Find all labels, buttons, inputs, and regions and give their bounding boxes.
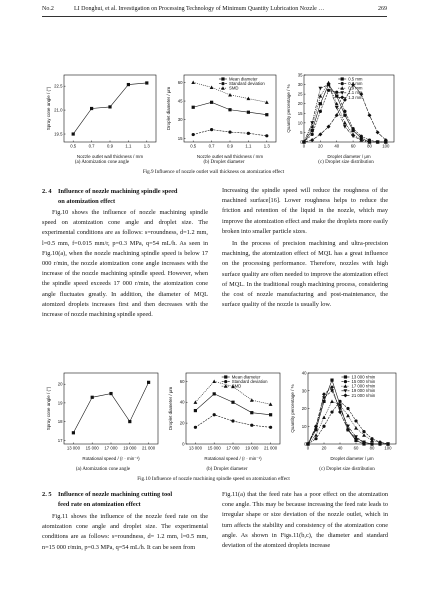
y-axis-label: Spray cone angle / (°) bbox=[46, 386, 51, 431]
x-tick-label: 1.3 bbox=[263, 143, 270, 149]
series-line bbox=[308, 391, 388, 444]
y-tick-label: 30 bbox=[177, 117, 183, 123]
x-tick-label: 0.5 bbox=[70, 143, 77, 149]
y-axis-label: Droplet diameter / μm bbox=[166, 86, 171, 131]
legend-label: 0.7 mm bbox=[348, 81, 363, 86]
data-point bbox=[338, 410, 342, 414]
x-tick-label: 40 bbox=[337, 445, 343, 451]
y-axis-label: Quantity percentage / % bbox=[290, 384, 295, 433]
data-point bbox=[327, 89, 330, 92]
data-point bbox=[319, 110, 322, 113]
series-line bbox=[304, 85, 386, 142]
y-tick-label: 15 bbox=[177, 135, 183, 141]
y-tick-label: 60 bbox=[179, 378, 185, 384]
data-point bbox=[128, 420, 131, 423]
y-tick-label: 19 bbox=[57, 400, 63, 406]
data-point bbox=[147, 381, 150, 384]
x-tick-label: 0 bbox=[302, 143, 306, 149]
plot-frame bbox=[64, 373, 158, 444]
right-column-text-1 bbox=[222, 186, 388, 310]
fig9-caption: Fig.9 Influence of nozzle outlet wall thickness on atomization effect bbox=[142, 169, 285, 175]
x-tick-label: 17 000 bbox=[104, 445, 118, 451]
data-point bbox=[247, 132, 250, 135]
data-point bbox=[311, 133, 314, 136]
x-axis-label: Rotational speed / (r · min⁻¹) bbox=[82, 456, 140, 461]
data-point bbox=[212, 379, 216, 383]
fig10-subcaption-a: (a) Atomization cone angle bbox=[75, 467, 131, 472]
x-tick-label: 21 000 bbox=[142, 445, 156, 451]
data-point bbox=[194, 400, 198, 404]
series-line bbox=[304, 85, 386, 142]
legend-label: 21 000 r/min bbox=[351, 392, 376, 398]
data-point bbox=[330, 410, 333, 413]
legend-marker bbox=[344, 375, 347, 378]
data-point bbox=[228, 93, 232, 97]
x-tick-label: 17 000 bbox=[226, 445, 240, 451]
y-axis-label: Droplet diameter / μm bbox=[168, 386, 173, 431]
x-tick-label: 80 bbox=[369, 445, 375, 451]
right-column-text-2 bbox=[222, 490, 388, 551]
data-point bbox=[210, 101, 213, 104]
running-header bbox=[42, 4, 387, 16]
page-number: 269 bbox=[378, 6, 387, 12]
x-tick-label: 19 000 bbox=[245, 445, 259, 451]
fig10a-chart bbox=[40, 368, 162, 464]
data-point bbox=[343, 110, 346, 113]
data-point bbox=[351, 127, 354, 130]
legend-label: 1.1 mm bbox=[348, 90, 363, 96]
x-tick-label: 100 bbox=[382, 143, 390, 149]
y-tick-label: 15 bbox=[297, 110, 303, 116]
legend-label: Mean diameter bbox=[231, 374, 261, 380]
series-line bbox=[73, 382, 148, 432]
data-point bbox=[335, 106, 339, 110]
data-point bbox=[265, 134, 268, 137]
x-tick-label: 15 000 bbox=[207, 445, 221, 451]
left-column-text-1 bbox=[42, 208, 208, 320]
y-tick-label: 20 bbox=[297, 101, 303, 107]
data-point bbox=[213, 413, 216, 416]
legend-marker bbox=[344, 380, 347, 383]
data-point bbox=[250, 411, 253, 414]
data-point bbox=[314, 433, 318, 437]
fig9b-chart bbox=[160, 70, 280, 162]
data-point bbox=[310, 138, 314, 142]
y-tick-label: 25 bbox=[297, 91, 303, 97]
data-point bbox=[194, 409, 197, 412]
y-tick-label: 10 bbox=[297, 120, 303, 126]
data-point bbox=[265, 113, 268, 116]
x-tick-label: 100 bbox=[384, 445, 392, 451]
legend-label: SMD bbox=[231, 383, 242, 389]
y-axis-label: Quantity percentage / % bbox=[286, 84, 291, 133]
series-line bbox=[195, 394, 270, 415]
y-tick-label: 40 bbox=[179, 399, 185, 405]
legend-label: Standard deviation bbox=[228, 81, 265, 86]
fig10-subcaption-b: (b) Droplet diameter bbox=[206, 467, 248, 472]
section-2-5-heading bbox=[42, 490, 212, 510]
data-point bbox=[191, 81, 195, 85]
y-tick-label: 20 bbox=[179, 420, 185, 426]
x-tick-label: 0.9 bbox=[107, 143, 113, 149]
y-tick-label: 35 bbox=[297, 72, 303, 78]
legend-marker bbox=[224, 380, 227, 383]
legend-label: 0.5 mm bbox=[348, 76, 363, 82]
section-title-line1: Influence of nozzle machining spindle speed bbox=[58, 188, 178, 195]
data-point bbox=[250, 424, 253, 427]
data-point bbox=[351, 135, 355, 139]
y-tick-label: 19.5 bbox=[54, 131, 63, 137]
data-point bbox=[376, 130, 380, 134]
fig9-subcaption-a: (a) Atomization cone angle bbox=[74, 160, 130, 165]
data-point bbox=[247, 111, 250, 114]
x-tick-label: 1.1 bbox=[245, 143, 252, 149]
data-point bbox=[322, 392, 326, 396]
x-tick-label: 19 000 bbox=[123, 445, 137, 451]
legend-marker bbox=[341, 77, 344, 80]
x-tick-label: 13 000 bbox=[66, 445, 80, 451]
y-tick-label: 40 bbox=[301, 370, 307, 376]
issue-number: No.2 bbox=[42, 6, 54, 12]
x-axis-label: Droplet diameter / μm bbox=[330, 456, 374, 461]
data-point bbox=[228, 108, 231, 111]
legend-marker bbox=[343, 393, 347, 397]
legend-label: SMD bbox=[228, 85, 239, 91]
legend-label: 13 000 r/min bbox=[351, 374, 376, 380]
series-line bbox=[304, 85, 386, 142]
x-tick-label: 0.5 bbox=[190, 143, 197, 149]
y-tick-label: 20 bbox=[301, 406, 307, 411]
data-point bbox=[269, 413, 272, 416]
data-point bbox=[335, 113, 339, 117]
legend-label: Standard deviation bbox=[231, 379, 268, 384]
paragraph: Fig.10 shows the influence of nozzle machining spindle speed on atomization cone angle and droplet size. The experimental conditions are as follows: s=roundness, d=1.2 mm, l=0.5 mm, f=0.015 mm/r, p=0.3 MPa, q=54 mL/h. As seen in Fig.10(a), when the nozzle machining spindle speed is below 17 000 r/min, the nozzle atomization cone angle increases with the increase of the nozzle machining spindle speed. However, when the spindle speed exceeds 17 000 r/min, the atomization cone angle fluctuates greatly. In addition, the diameter of MQL atomized droplets increases first and then decreases with the increase of nozzle machining spindle speed. bbox=[42, 209, 208, 319]
data-point bbox=[367, 113, 371, 117]
fig9a-chart bbox=[40, 70, 160, 162]
fig9-subcaption-c: (c) Droplet size distribution bbox=[318, 160, 374, 165]
data-point bbox=[210, 128, 213, 131]
x-axis-label: Droplet diameter / μm bbox=[327, 154, 371, 159]
fig9-subcaption-b: (b) Droplet diameter bbox=[203, 160, 245, 165]
data-point bbox=[330, 400, 334, 404]
fig10b-chart bbox=[162, 368, 284, 464]
fig10c-chart bbox=[284, 368, 400, 464]
data-point bbox=[265, 100, 269, 104]
data-point bbox=[338, 400, 341, 403]
y-tick-label: 10 bbox=[301, 423, 307, 429]
data-point bbox=[90, 107, 93, 110]
data-point bbox=[362, 430, 365, 433]
y-axis-label: Spray cone angle / (°) bbox=[46, 86, 51, 131]
y-tick-label: 0 bbox=[300, 139, 303, 145]
section-number: 2. 5 bbox=[42, 491, 52, 498]
paragraph: Fig.11 shows the influence of the nozzle feed rate on the atomization cone angle and droplet size. The experimental conditions are as follows: s=roundness, d= 1.2 mm, l=0.5 mm, n=15 000 r/min, p=0.3 MPa, q=54 mL/h. It can be seen from bbox=[42, 513, 208, 551]
data-point bbox=[145, 81, 148, 84]
legend-label: 17 000 r/min bbox=[351, 383, 376, 389]
data-point bbox=[194, 426, 197, 429]
fig9c-chart bbox=[280, 70, 398, 162]
x-tick-label: 15 000 bbox=[85, 445, 99, 451]
legend-label: 19 000 r/min bbox=[351, 388, 376, 394]
x-tick-label: 20 bbox=[317, 143, 323, 149]
data-point bbox=[319, 102, 322, 105]
data-point bbox=[109, 392, 112, 395]
data-point bbox=[231, 401, 234, 404]
data-point bbox=[330, 379, 333, 382]
data-point bbox=[231, 419, 234, 422]
y-tick-label: 0 bbox=[182, 441, 185, 447]
paragraph: In the process of precision machining and ultra-precision machining, the atomization effect of MQL has a great influence on the processing performance. Therefore, nozzles with high surface quality are often needed to improve the atomization effect of MQL. In the traditional rough machining process, considering the cost of nozzle manufacturing and post-maintenance, the surface quality of the nozzle is usually low. bbox=[222, 240, 388, 309]
data-point bbox=[250, 398, 254, 402]
y-tick-label: 17 bbox=[57, 437, 63, 443]
legend-label: 15 000 r/min bbox=[351, 379, 376, 384]
x-tick-label: 0.7 bbox=[88, 143, 95, 149]
y-tick-label: 22.5 bbox=[54, 83, 63, 89]
fig10-subcaption-c: (c) Droplet size distribution bbox=[319, 467, 375, 472]
legend-marker bbox=[224, 375, 227, 378]
data-point bbox=[213, 392, 216, 395]
data-point bbox=[314, 437, 317, 440]
legend-marker bbox=[341, 82, 344, 85]
data-point bbox=[322, 415, 326, 419]
x-axis-label: Nozzle outlet wall thickness / mm bbox=[76, 154, 144, 159]
x-tick-label: 40 bbox=[334, 143, 340, 149]
legend-marker bbox=[221, 77, 224, 80]
data-point bbox=[192, 133, 195, 136]
legend-label: 0.9 mm bbox=[348, 85, 363, 91]
left-column-text-2 bbox=[42, 512, 208, 553]
data-point bbox=[72, 431, 75, 434]
x-tick-label: 60 bbox=[350, 143, 356, 149]
section-title-line2: feed rate on atomization effect bbox=[58, 501, 141, 508]
data-point bbox=[269, 426, 272, 429]
x-tick-label: 80 bbox=[367, 143, 372, 149]
data-point bbox=[346, 414, 350, 418]
data-point bbox=[322, 425, 325, 428]
x-tick-label: 0 bbox=[306, 445, 310, 451]
y-tick-label: 30 bbox=[301, 388, 307, 394]
section-2-4-heading bbox=[42, 187, 212, 207]
data-point bbox=[310, 121, 314, 125]
section-title-line1: Influence of nozzle machining cutting tool bbox=[58, 491, 173, 498]
data-point bbox=[343, 121, 347, 125]
x-tick-label: 21 000 bbox=[264, 445, 278, 451]
data-point bbox=[91, 396, 94, 399]
data-point bbox=[360, 135, 363, 138]
section-title-line2: on atomization effect bbox=[58, 198, 116, 205]
legend-label: 1.3 mm bbox=[348, 94, 363, 100]
x-axis-label: Nozzle outlet wall thickness / mm bbox=[196, 154, 264, 159]
data-point bbox=[346, 407, 349, 410]
legend-marker bbox=[340, 95, 344, 99]
y-tick-label: 20 bbox=[57, 381, 63, 387]
x-tick-label: 0.9 bbox=[227, 143, 233, 149]
x-tick-label: 1.1 bbox=[125, 143, 132, 149]
data-point bbox=[318, 87, 322, 91]
x-tick-label: 60 bbox=[353, 445, 359, 451]
data-point bbox=[354, 426, 358, 430]
data-point bbox=[335, 91, 338, 94]
fig10-caption: Fig.10 Influence of nozzle machining spindle speed on atomization effect bbox=[137, 476, 290, 482]
x-tick-label: 1.3 bbox=[143, 143, 150, 149]
section-number: 2. 4 bbox=[42, 188, 52, 195]
y-tick-label: 60 bbox=[177, 79, 183, 85]
data-point bbox=[210, 86, 214, 90]
data-point bbox=[192, 106, 195, 109]
header-rule bbox=[42, 16, 387, 17]
x-tick-label: 13 000 bbox=[188, 445, 202, 451]
data-point bbox=[72, 132, 75, 135]
y-tick-label: 0 bbox=[304, 441, 307, 447]
data-point bbox=[228, 130, 231, 133]
y-tick-label: 5 bbox=[300, 129, 303, 135]
legend-label: Mean diameter bbox=[228, 76, 258, 82]
running-title: LI Donghui, et al. Investigation on Processing Technology of Minimum Quantity Lubrication Nozzle … bbox=[74, 6, 325, 12]
x-tick-label: 0.7 bbox=[208, 143, 215, 149]
paragraph: Increasing the spindle speed will reduce the roughness of the machined surface[16]. Lower roughness helps to reduce the friction and retention of the liquid in the nozzle, which may improve the atomization effect and make the droplets more easily broken into smaller particle sizes. bbox=[222, 187, 388, 235]
x-axis-label: Rotational speed / (r · min⁻¹) bbox=[204, 456, 262, 461]
paragraph: Fig.11(a) that the feed rate has a poor effect on the atomization cone angle. This may be because increasing the feed rate leads to irregular shape or size deviation of the nozzle outlet, which in turn affects the stability and consistency of the atomization cone angle. As shown in Figs.11(b,c), the diameter and standard deviation of the atomized droplets increase bbox=[222, 491, 388, 550]
y-tick-label: 45 bbox=[177, 98, 183, 104]
data-point bbox=[127, 83, 130, 86]
y-tick-label: 18 bbox=[57, 419, 63, 425]
x-tick-label: 20 bbox=[321, 445, 327, 451]
data-point bbox=[343, 98, 347, 102]
y-tick-label: 21.0 bbox=[54, 107, 63, 113]
data-point bbox=[354, 419, 357, 422]
y-tick-label: 30 bbox=[297, 82, 303, 88]
legend-marker bbox=[221, 82, 224, 85]
data-point bbox=[108, 105, 111, 108]
